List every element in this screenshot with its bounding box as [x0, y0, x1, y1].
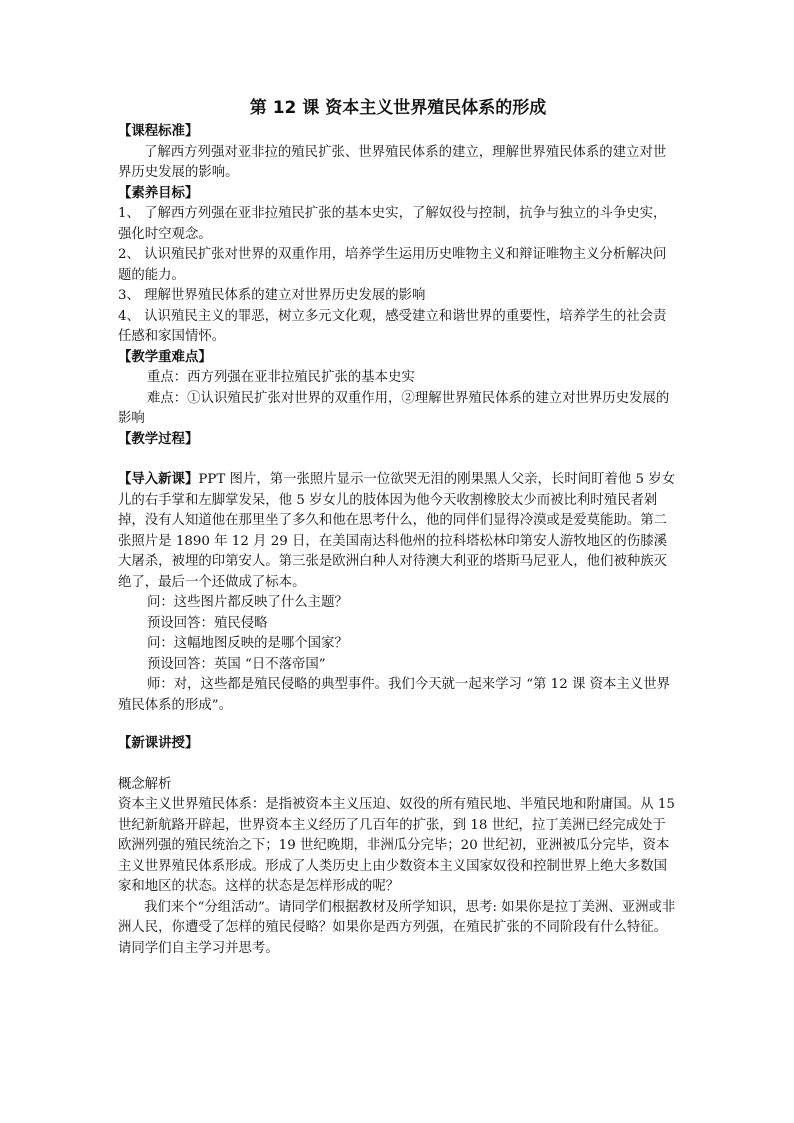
- spacer: [118, 450, 678, 470]
- intro-paragraph: [118, 470, 678, 593]
- keypoint-difficulty: 难点：①认识殖民扩张对世界的双重作用，②理解世界殖民体系的建立对世界历史发展的影响: [118, 390, 670, 426]
- spacer: [118, 716, 678, 734]
- intro-label: 【导入新课】: [118, 472, 199, 487]
- page-title: 第 12 课 资本主义世界殖民体系的形成: [249, 98, 547, 118]
- qa-line: 问：这些图片都反映了什么主题？: [147, 595, 348, 610]
- goal-item: 4、 认识殖民主义的罪恶，树立多元文化观，感受建立和谐世界的重要性，培养学生的社会责任感和家国情怀。: [118, 308, 667, 344]
- spacer: [118, 755, 678, 775]
- keypoint-focus: 重点：西方列强在亚非拉殖民扩张的基本史实: [147, 370, 415, 385]
- process-heading: 【教学过程】: [118, 431, 199, 447]
- activity-text: 我们来个“分组活动”。请同学们根据教材及所学知识，思考: 如果你是拉丁美洲、亚洲或非洲人民，你遭受了怎样的殖民侵略？如果你是西方列强，在殖民扩张的不同阶段有什么特征。请同学们自主学习并思考。: [118, 899, 676, 956]
- qa-line: 预设回答：殖民侵略: [147, 615, 268, 631]
- goal-item: 3、 理解世界殖民体系的建立对世界历史发展的影响: [118, 288, 426, 303]
- goals-heading: 【素养目标】: [118, 185, 199, 201]
- intro-text: PPT 图片，第一张照片显示一位欲哭无泪的刚果黑人父亲，长时间盯着他 5 岁女儿的右手掌和左脚掌发呆，他 5 岁女儿的肢体因为他今天收割橡胶太少而被比利时殖民者剁掉，没有人知道他在那里坐了多久和他在思考什么，他的同伴们显得冷漠或是爱莫能助。第二张照片是 1890 年 12 月 29 日，在美国南达科他州的拉科塔松林印第安人游牧地区的伤膝溪大屠杀，被埋的印第安人。第三张是欧洲白种人对待澳大利亚的塔斯马尼亚人，他们被种族灭绝了，最后一个还做成了标本。: [118, 472, 676, 590]
- qa-line: 问：这幅地图反映的是哪个国家？: [147, 636, 348, 651]
- goal-item: 1、 了解西方列强在亚非拉殖民扩张的基本史实，了解奴役与控制，抗争与独立的斗争史实，强化时空观念。: [118, 206, 667, 242]
- curriculum-heading: 【课程标准】: [118, 124, 199, 139]
- lecture-heading: 【新课讲授】: [118, 736, 199, 751]
- teacher-remark: 师：对，这些都是殖民侵略的典型事件。我们今天就一起来学习 “第 12 课 资本主义世界殖民体系的形成”。: [118, 677, 670, 713]
- qa-line: 预设回答：英国 “日不落帝国”: [147, 656, 326, 672]
- document-page: [118, 96, 678, 959]
- concept-label: 概念解析: [118, 776, 172, 792]
- curriculum-text: 了解西方列强对亚非拉的殖民扩张、世界殖民体系的建立，理解世界殖民体系的建立对世界历史发展的影响。: [118, 144, 667, 180]
- goal-item: 2、 认识殖民扩张对世界的双重作用，培养学生运用历史唯物主义和辩证唯物主义分析解决问题的能力。: [118, 247, 667, 283]
- concept-text: 资本主义世界殖民体系：是指被资本主义压迫、奴役的所有殖民地、半殖民地和附庸国。从 15 世纪新航路开辟起，世界资本主义经历了几百年的扩张，到 18 世纪，拉丁美洲已经完成处于欧洲列强的殖民统治之下；19 世纪晚期，非洲瓜分完毕；20 世纪初，亚洲被瓜分完毕，资本主义世界殖民体系形成。形成了人类历史上由少数资本主义国家奴役和控制世界上绝大多数国家和地区的状态。这样的状态是怎样形成的呢？: [118, 797, 675, 894]
- keypoints-heading: 【教学重难点】: [118, 349, 212, 365]
